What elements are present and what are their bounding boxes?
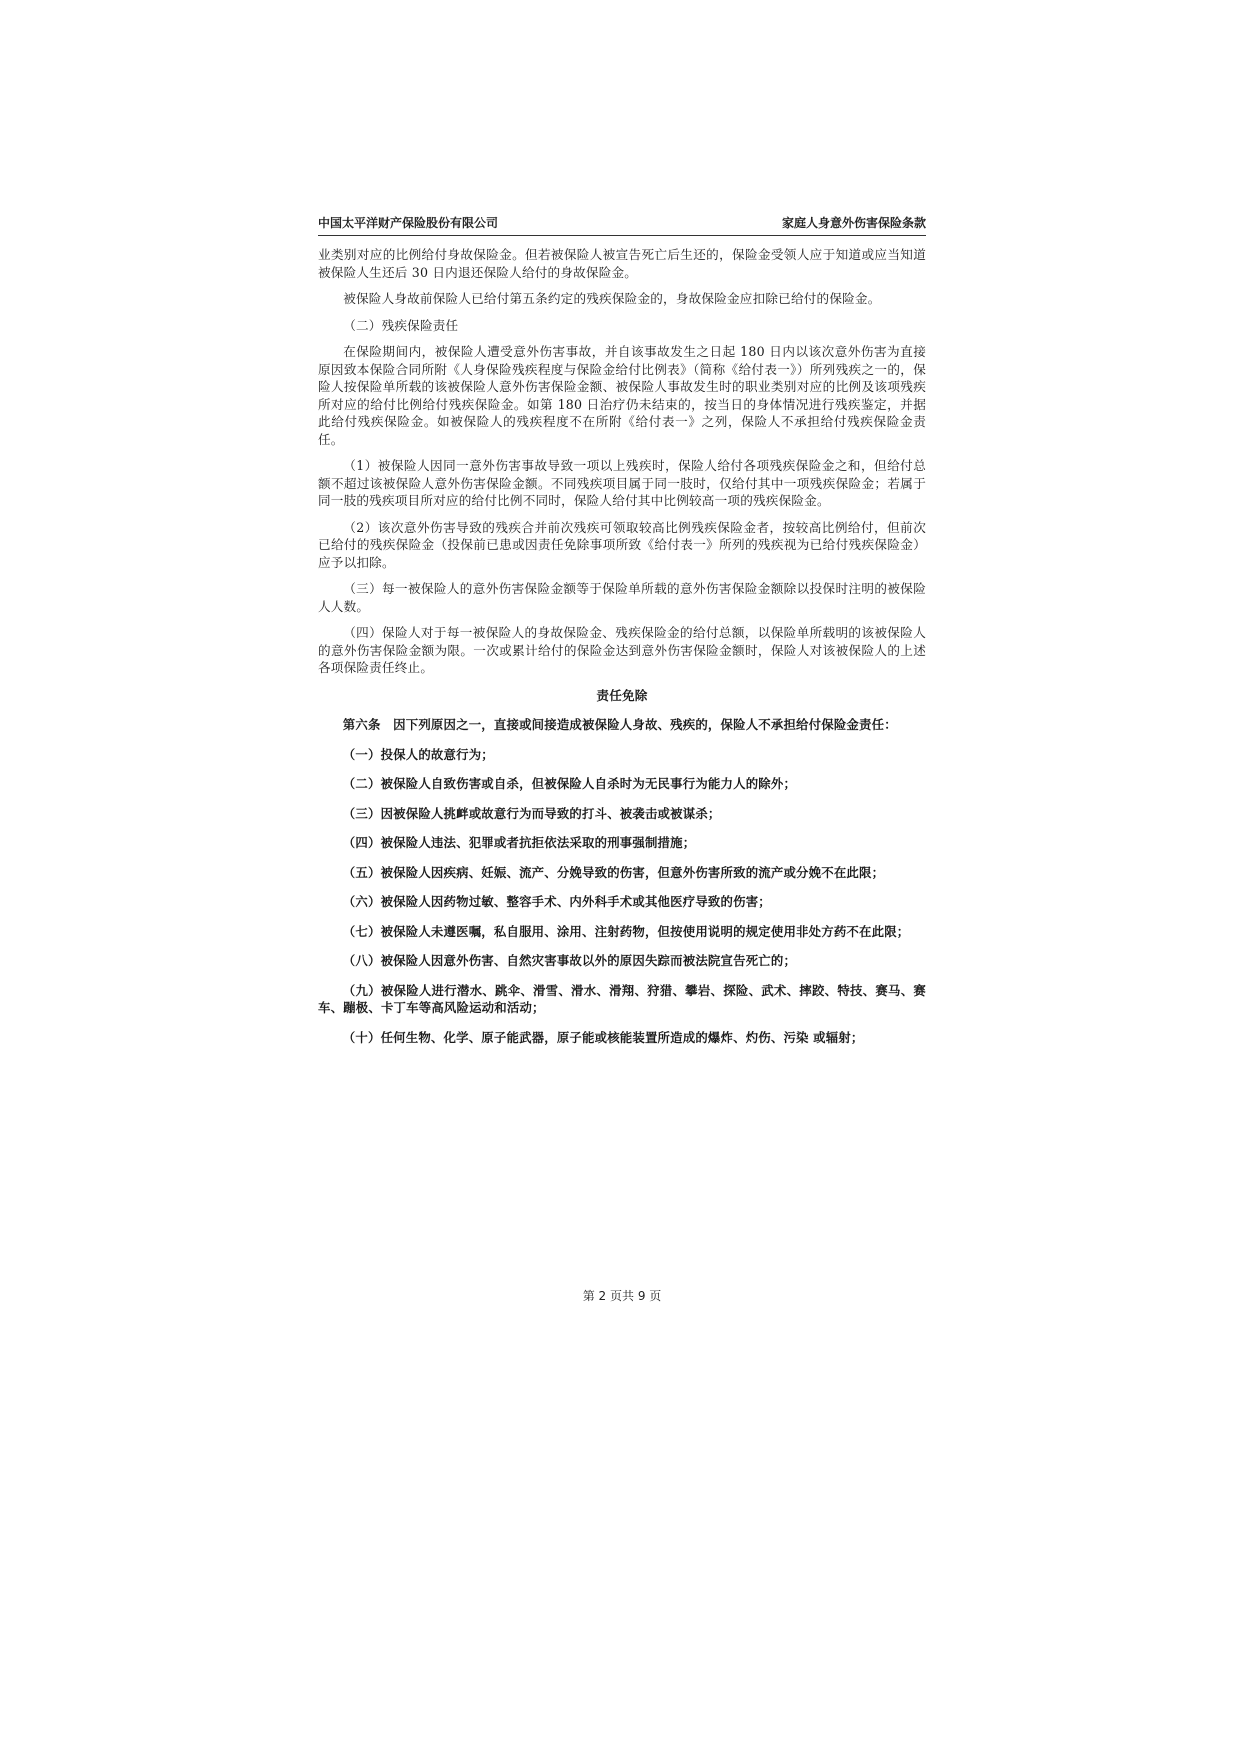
- exclusion-item: （八）被保险人因意外伤害、自然灾害事故以外的原因失踪而被法院宣告死亡的；: [342, 953, 797, 968]
- paragraph: （1）被保险人因同一意外伤害事故导致一项以上残疾时，保险人给付各项残疾保险金之和，但给付总额不超过该被保险人意外伤害保险金额。不同残疾项目属于同一肢时，仅给付其中一项残疾保险金；若属于同一肢的残疾项目所对应的给付比例不同时，保险人给付其中比例较高一项的残疾保险金。: [318, 458, 926, 508]
- clause-heading: （二）残疾保险责任: [343, 317, 459, 333]
- exclusion-item: （七）被保险人未遵医嘱，私自服用、涂用、注射药物，但按使用说明的规定使用非处方药不在此限；: [342, 923, 910, 939]
- exclusion-item: （三）因被保险人挑衅或故意行为而导致的打斗、被袭击或被谋杀；: [342, 805, 721, 821]
- exclusion-item: （九）被保险人进行潜水、跳伞、滑雪、滑水、滑翔、狩猎、攀岩、探险、武术、摔跤、特技、赛马、赛车、蹦极、卡丁车等高风险运动和活动；: [318, 982, 926, 1015]
- company-name: 中国太平洋财产保险股份有限公司: [318, 216, 499, 230]
- paragraph: 在保险期间内，被保险人遭受意外伤害事故，并自该事故发生之日起 180 日内以该次意外伤害为直接原因致本保险合同所附《人身保险残疾程度与保险金给付比例表》（简称《给付表一》）所列残疾之一的，保险人按保险单所载的该被保险人意外伤害保险金额、被保险人事故发生时的职业类别对应的比例及该项残疾所对应的给付比例给付残疾保险金。如第 180 日治疗仍未结束的，按当日的身体情况进行残疾鉴定，并据此给付残疾保险金。如被保险人的残疾程度不在所附《给付表一》之列，保险人不承担给付残疾保险金责任。: [318, 344, 926, 447]
- paragraph: （2）该次意外伤害导致的残疾合并前次残疾可领取较高比例残疾保险金者，按较高比例给付，但前次已给付的残疾保险金（投保前已患或因责任免除事项所致《给付表一》所列的残疾视为已给付残疾保险金）应予以扣除。: [318, 519, 926, 570]
- paragraph: （四）保险人对于每一被保险人的身故保险金、残疾保险金的给付总额，以保险单所载明的该被保险人的意外伤害保险金额为限。一次或累计给付的保险金达到意外伤害保险金额时，保险人对该被保险人的上述各项保险责任终止。: [318, 625, 926, 675]
- page-header: [318, 214, 926, 236]
- paragraph: 被保险人身故前保险人已给付第五条约定的残疾保险金的，身故保险金应扣除已给付的保险金。: [343, 291, 881, 306]
- paragraph: （三）每一被保险人的意外伤害保险金额等于保险单所载的意外伤害保险金额除以投保时注明的被保险人人数。: [318, 581, 926, 614]
- document-page: [318, 214, 926, 1058]
- exclusion-item: （四）被保险人违法、犯罪或者抗拒依法采取的刑事强制措施；: [342, 835, 696, 850]
- page-number: 第 2 页共 9 页: [582, 1289, 662, 1303]
- article-heading: 第六条 因下列原因之一，直接或间接造成被保险人身故、残疾的，保险人不承担给付保险金责任：: [342, 717, 897, 732]
- exclusion-item: （一）投保人的故意行为；: [342, 746, 494, 762]
- document-title: 家庭人身意外伤害保险条款: [781, 216, 926, 230]
- section-title: 责任免除: [596, 687, 648, 703]
- paragraph: 业类别对应的比例给付身故保险金。但若被保险人被宣告死亡后生还的，保险金受领人应于知道或应当知道被保险人生还后 30 日内退还保险人给付的身故保险金。: [318, 247, 926, 280]
- exclusion-item: （十）任何生物、化学、原子能武器，原子能或核能装置所造成的爆炸、灼伤、污染 或辐射；: [342, 1029, 864, 1045]
- exclusion-item: （六）被保险人因药物过敏、整容手术、内外科手术或其他医疗导致的伤害；: [342, 894, 771, 909]
- exclusion-item: （二）被保险人自致伤害或自杀，但被保险人自杀时为无民事行为能力人的除外；: [342, 776, 797, 791]
- document-body: [318, 246, 926, 1046]
- exclusion-item: （五）被保险人因疾病、妊娠、流产、分娩导致的伤害，但意外伤害所致的流产或分娩不在此限；: [342, 864, 885, 880]
